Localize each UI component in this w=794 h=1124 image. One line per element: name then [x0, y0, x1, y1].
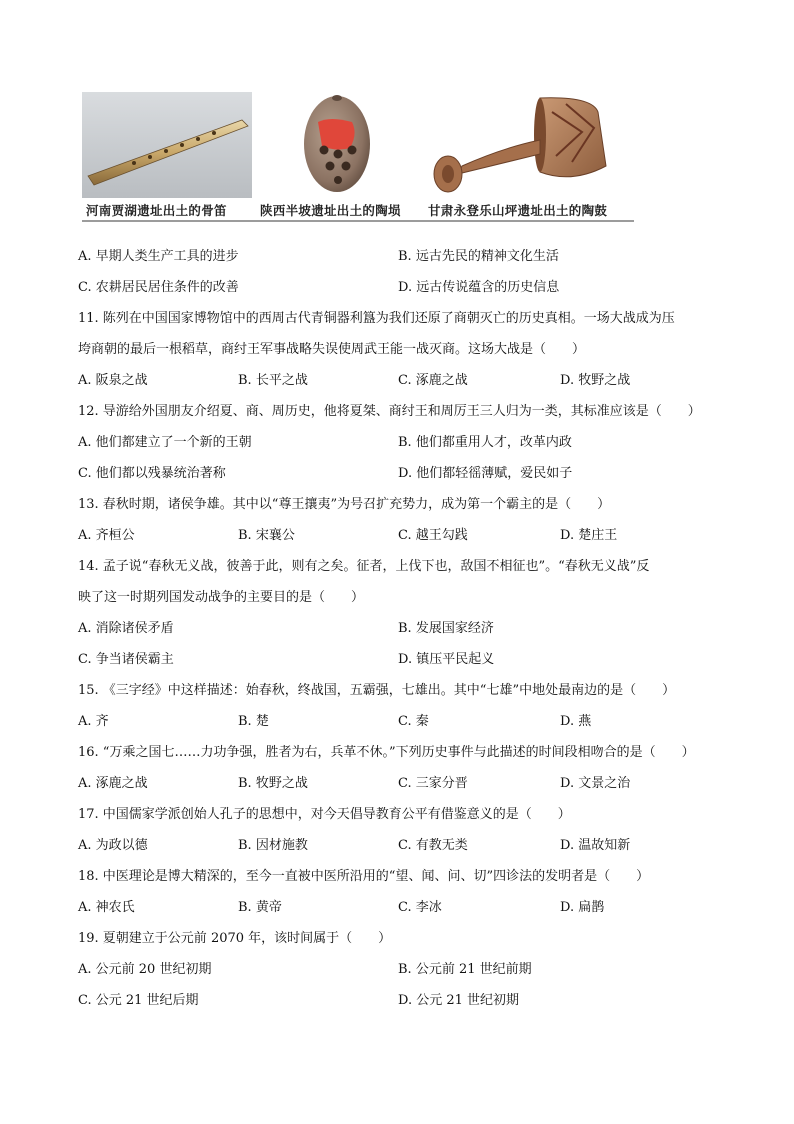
q12-option-d[interactable]: D. 他们都轻徭薄赋，爱民如子 — [398, 466, 573, 481]
q14-option-b[interactable]: B. 发展国家经济 — [398, 621, 494, 636]
q17-option-c[interactable]: C. 有教无类 — [398, 838, 468, 853]
q11-stem-line-1: 11. 陈列在中国国家博物馆中的西周古代青铜器利簋为我们还原了商朝灭亡的历史真相。一场大战成为压 — [78, 311, 675, 326]
q18-option-d[interactable]: D. 扁鹊 — [560, 900, 605, 915]
q19-stem: 19. 夏朝建立于公元前 2070 年，该时间属于（ ） — [78, 931, 392, 946]
q15-option-a[interactable]: A. 齐 — [78, 714, 109, 729]
q11-option-b[interactable]: B. 长平之战 — [238, 373, 308, 388]
q11-option-a[interactable]: A. 阪泉之战 — [78, 373, 148, 388]
q17-option-a[interactable]: A. 为政以德 — [78, 838, 148, 853]
q19-option-b[interactable]: B. 公元前 21 世纪前期 — [398, 962, 532, 977]
bone-flute-caption: 河南贾湖遗址出土的骨笛 — [86, 203, 227, 218]
pottery-drum-image — [422, 92, 636, 198]
q13-stem: 13. 春秋时期，诸侯争雄。其中以“尊王攘夷”为号召扩充势力，成为第一个霸主的是（ ） — [78, 497, 611, 512]
q14-option-c[interactable]: C. 争当诸侯霸主 — [78, 652, 174, 667]
pottery-xun-image — [258, 92, 416, 198]
q10-option-b[interactable]: B. 远古先民的精神文化生活 — [398, 249, 559, 264]
q18-option-c[interactable]: C. 李冰 — [398, 900, 442, 915]
q11-option-c[interactable]: C. 涿鹿之战 — [398, 373, 468, 388]
q13-option-c[interactable]: C. 越王勾践 — [398, 528, 468, 543]
q17-option-b[interactable]: B. 因材施教 — [238, 838, 308, 853]
q19-option-a[interactable]: A. 公元前 20 世纪初期 — [78, 962, 212, 977]
q10-option-c[interactable]: C. 农耕居民居住条件的改善 — [78, 280, 239, 295]
q13-option-a[interactable]: A. 齐桓公 — [78, 528, 135, 543]
q19-option-d[interactable]: D. 公元 21 世纪初期 — [398, 993, 520, 1008]
q14-stem-line-1: 14. 孟子说“春秋无义战，彼善于此，则有之矣。征者，上伐下也，敌国不相征也”。“春秋无义战”反 — [78, 559, 650, 574]
q16-stem: 16. “万乘之国七……力功争强，胜者为右，兵革不休。”下列历史事件与此描述的时间段相吻合的是（ ） — [78, 745, 695, 760]
q16-option-c[interactable]: C. 三家分晋 — [398, 776, 468, 791]
q19-option-c[interactable]: C. 公元 21 世纪后期 — [78, 993, 199, 1008]
q16-option-b[interactable]: B. 牧野之战 — [238, 776, 308, 791]
q17-stem: 17. 中国儒家学派创始人孔子的思想中，对今天倡导教育公平有借鉴意义的是（ ） — [78, 807, 571, 822]
q14-stem-line-2: 映了这一时期列国发动战争的主要目的是（ ） — [78, 590, 365, 605]
q15-option-c[interactable]: C. 秦 — [398, 714, 429, 729]
q10-option-a[interactable]: A. 早期人类生产工具的进步 — [78, 249, 239, 264]
q15-option-b[interactable]: B. 楚 — [238, 714, 269, 729]
q18-option-a[interactable]: A. 神农氏 — [78, 900, 135, 915]
q13-option-b[interactable]: B. 宋襄公 — [238, 528, 295, 543]
bone-flute-image — [82, 92, 252, 198]
q10-option-d[interactable]: D. 远古传说蕴含的历史信息 — [398, 280, 560, 295]
q12-option-b[interactable]: B. 他们都重用人才，改革内政 — [398, 435, 572, 450]
q12-option-a[interactable]: A. 他们都建立了一个新的王朝 — [78, 435, 252, 450]
q14-option-d[interactable]: D. 镇压平民起义 — [398, 652, 495, 667]
q14-option-a[interactable]: A. 消除诸侯矛盾 — [78, 621, 174, 636]
q11-stem-line-2: 垮商朝的最后一根稻草，商纣王军事战略失误使周武王能一战灭商。这场大战是（ ） — [78, 342, 586, 357]
pottery-drum-caption: 甘肃永登乐山坪遗址出土的陶鼓 — [428, 203, 608, 218]
q16-option-d[interactable]: D. 文景之治 — [560, 776, 631, 791]
q13-option-d[interactable]: D. 楚庄王 — [560, 528, 618, 543]
q18-stem: 18. 中医理论是博大精深的，至今一直被中医所沿用的“望、闻、问、切”四诊法的发明者是（ ） — [78, 869, 650, 884]
q12-option-c[interactable]: C. 他们都以残暴统治著称 — [78, 466, 226, 481]
q12-stem: 12. 导游给外国朋友介绍夏、商、周历史，他将夏桀、商纣王和周厉王三人归为一类，其标准应该是（ ） — [78, 404, 701, 419]
q15-stem: 15. 《三字经》中这样描述：始春秋，终战国，五霸强，七雄出。其中“七雄”中地处最南边的是（ ） — [78, 683, 676, 698]
q15-option-d[interactable]: D. 燕 — [560, 714, 592, 729]
q11-option-d[interactable]: D. 牧野之战 — [560, 373, 631, 388]
q18-option-b[interactable]: B. 黄帝 — [238, 900, 282, 915]
q16-option-a[interactable]: A. 涿鹿之战 — [78, 776, 148, 791]
pottery-xun-caption: 陕西半坡遗址出土的陶埙 — [260, 203, 401, 218]
q17-option-d[interactable]: D. 温故知新 — [560, 838, 631, 853]
artifact-figures — [82, 92, 642, 224]
figure-divider — [82, 220, 634, 222]
